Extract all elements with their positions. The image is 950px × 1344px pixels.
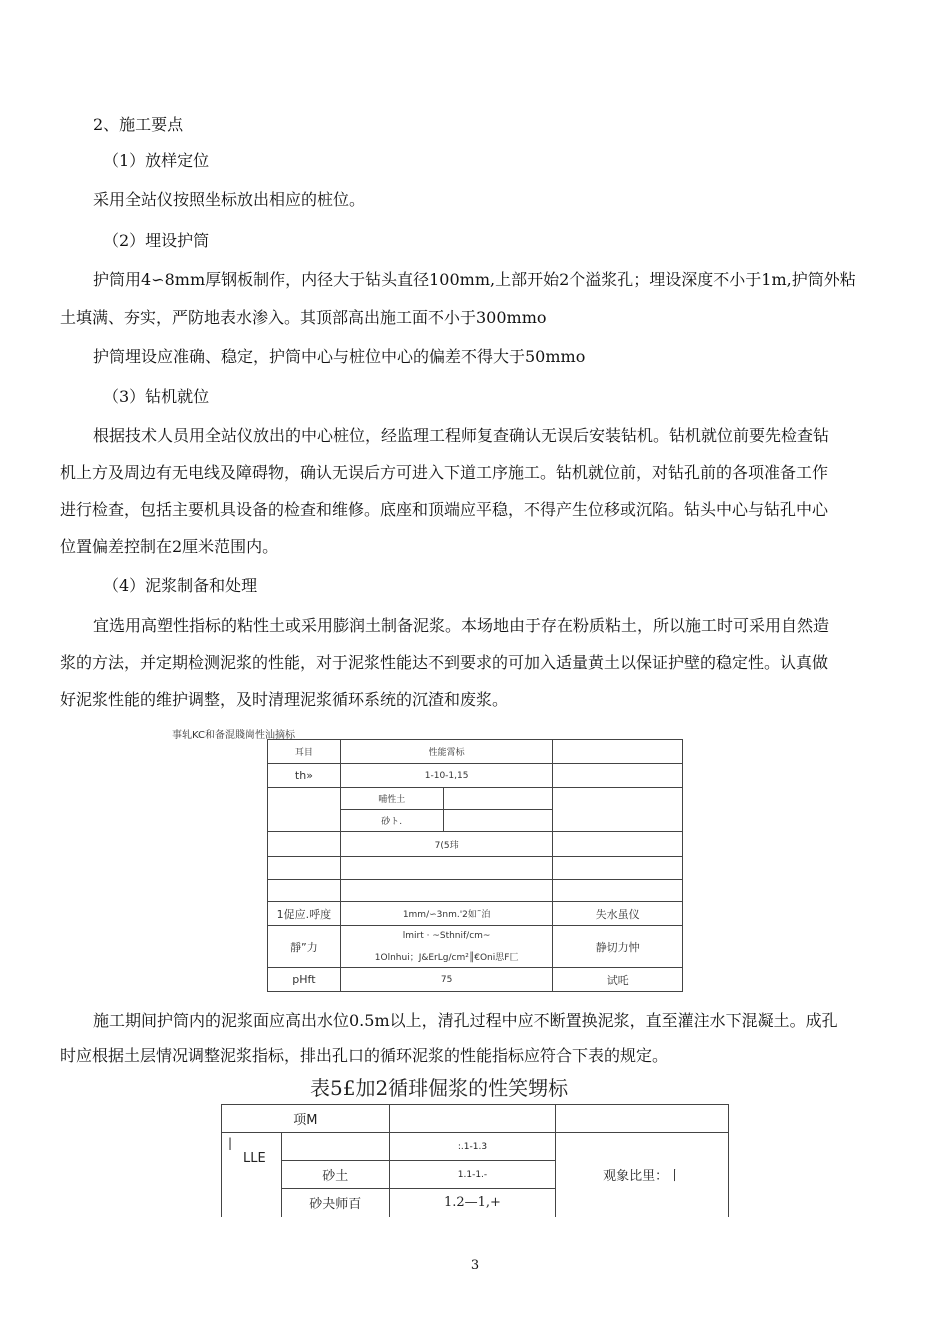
paragraph-5-line-3: 好泥浆性能的维护调整，及时清理泥浆循环系统的沉渣和废浆。 xyxy=(60,690,509,709)
table-row xyxy=(268,902,683,926)
table-cell: 耳目 xyxy=(268,740,341,764)
paragraph-5-line-2: 浆的方法，并定期检测泥浆的性能，对于泥浆性能达不到要求的可加入适量黄土以保证护壁的稳定性。认真做 xyxy=(60,653,829,672)
table-cell: 靜”力 xyxy=(268,926,341,968)
table-cell xyxy=(553,740,683,764)
table-row xyxy=(222,1133,729,1161)
table-cell xyxy=(268,832,341,857)
table-cell: 观象比里：丨 xyxy=(556,1133,729,1217)
table-row xyxy=(268,740,683,764)
heading-4: （4）泥浆制备和处理 xyxy=(103,576,258,595)
table-cell: 砂土 xyxy=(281,1161,389,1189)
table-group-label: LLE xyxy=(243,1151,266,1166)
table-cell xyxy=(268,857,341,880)
table-1-caption: 事轧KC和备混賤崗性汕摘标 xyxy=(172,730,295,741)
table-cell: 1.2—1,+ xyxy=(389,1189,556,1217)
paragraph-2-line-1: 护筒用4∽8mm厚钢板制作，内径大于钻头直径100mm,上部开始2个溢浆孔；埋设深度不小于1m,护筒外粘 xyxy=(93,270,856,289)
table-cell xyxy=(553,764,683,788)
table-cell: 1Olnhui；J&ErLg/cm²║€Oni思F匚 xyxy=(340,946,553,968)
table-row xyxy=(222,1105,729,1133)
table-cell xyxy=(281,1133,389,1161)
paragraph-5-line-1: 宜选用高塑性指标的粘性土或采用膨润土制备泥浆。本场地由于存在粉质粘土，所以施工时可采用自然造 xyxy=(93,616,830,635)
paragraph-3: 护筒埋设应准确、稳定，护筒中心与桩位中心的偏差不得大于50mmo xyxy=(93,347,586,366)
paragraph-4-line-4: 位置偏差控制在2厘米范围内。 xyxy=(60,537,279,556)
table-cell: th» xyxy=(268,764,341,788)
heading-1: （1）放样定位 xyxy=(103,151,210,170)
heading-2: （2）埋设护筒 xyxy=(103,231,210,250)
table-cell: pHft xyxy=(268,968,341,992)
heading-3: （3）钻机就位 xyxy=(103,387,210,406)
table-cell: 1-10-1,15 xyxy=(340,764,553,788)
table-cell xyxy=(268,880,341,902)
table-row xyxy=(268,880,683,902)
table-cell xyxy=(553,880,683,902)
table-1 xyxy=(267,739,683,992)
table-cell: lmirt · ~Sthnif/cm~ xyxy=(340,926,553,946)
table-cell xyxy=(340,857,553,880)
paragraph-2-line-2: 土填满、夯实，严防地表水渗入。其顶部高出施工面不小于300mmo xyxy=(60,308,547,327)
table-cell xyxy=(389,1105,556,1133)
table-cell xyxy=(443,788,553,810)
table-cell: 试吒 xyxy=(553,968,683,992)
table-cell xyxy=(268,788,341,832)
table-cell: :.1-1.3 xyxy=(389,1133,556,1161)
table-cell: 性能霄标 xyxy=(340,740,553,764)
table-cell xyxy=(553,832,683,857)
table-cell: 1mm/∽3nm.'2如˜泊 xyxy=(340,902,553,926)
paragraph-1: 采用全站仪按照坐标放出相应的桩位。 xyxy=(93,190,366,209)
table-row xyxy=(268,764,683,788)
table-cell: 失水虽仪 xyxy=(553,902,683,926)
table-2-caption: 表5£加2循琲倔浆的性笑甥标 xyxy=(310,1076,569,1100)
table-cell: 1.1-1.- xyxy=(389,1161,556,1189)
table-cell xyxy=(443,810,553,832)
table-2 xyxy=(221,1104,729,1217)
table-row xyxy=(268,857,683,880)
table-cell: 项M xyxy=(222,1105,390,1133)
table-row xyxy=(268,832,683,857)
section-title: 2、施工要点 xyxy=(93,115,184,134)
table-cell: 砂ト. xyxy=(340,810,443,832)
table-mark: | xyxy=(228,1136,233,1150)
table-cell: 哺性土 xyxy=(340,788,443,810)
paragraph-4-line-3: 进行检查，包括主要机具设备的检查和维修。底座和顶端应平稳，不得产生位移或沉陷。钻头中心与钻孔中心 xyxy=(60,500,829,519)
page-number: 3 xyxy=(470,1258,480,1273)
table-cell xyxy=(340,880,553,902)
paragraph-6-line-2: 时应根据土层情况调整泥浆指标，排出孔口的循环泥浆的性能指标应符合下表的规定。 xyxy=(60,1046,669,1065)
table-cell: 1促应.呼度 xyxy=(268,902,341,926)
paragraph-4-line-2: 机上方及周边有无电线及障碍物，确认无误后方可进入下道工序施工。钻机就位前，对钻孔前的各项准备工作 xyxy=(60,463,829,482)
table-cell: 砂夬师百 xyxy=(281,1189,389,1217)
paragraph-4-line-1: 根据技术人员用全站仪放出的中心桩位，经监理工程师复查确认无误后安装钻机。钻机就位前要先检查钻 xyxy=(93,426,830,445)
table-cell xyxy=(222,1133,282,1217)
table-cell xyxy=(553,788,683,832)
paragraph-6-line-1: 施工期间护筒内的泥浆面应高出水位0.5m以上，清孔过程中应不断置换泥浆，直至灌注水下混凝土。成孔 xyxy=(93,1011,838,1030)
table-cell xyxy=(556,1105,729,1133)
table-row xyxy=(268,968,683,992)
table-cell: 静切力忡 xyxy=(553,926,683,968)
table-row xyxy=(268,926,683,946)
table-cell: 75 xyxy=(340,968,553,992)
table-cell: 7(5玮 xyxy=(340,832,553,857)
table-row xyxy=(268,788,683,810)
table-cell xyxy=(553,857,683,880)
